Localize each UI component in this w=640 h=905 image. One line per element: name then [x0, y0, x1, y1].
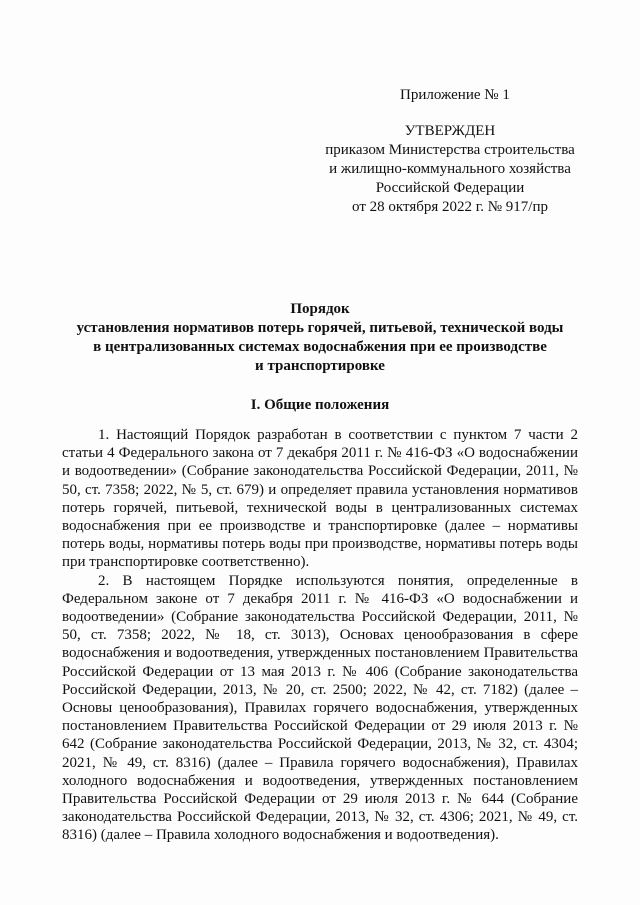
approval-line-4: от 28 октября 2022 г. № 917/пр	[352, 199, 548, 215]
approval-line-1: приказом Министерства строительства	[325, 142, 575, 158]
title-line-2: установления нормативов потерь горячей, питьевой, технической воды	[76, 320, 564, 336]
approval-line-2: и жилищно-коммунального хозяйства	[329, 161, 571, 177]
title-line-3: в централизованных системах водоснабжения при ее производстве	[93, 339, 547, 355]
approval-line-3: Российской Федерации	[375, 180, 525, 196]
title-line-4: и транспортировке	[255, 358, 385, 374]
title-line-1: Порядок	[290, 301, 350, 317]
approval-stamp	[300, 122, 600, 217]
section-heading: I. Общие положения	[250, 397, 390, 413]
document-body	[62, 426, 578, 845]
document-title	[60, 300, 580, 376]
approved-label: УТВЕРЖДЕН	[404, 123, 496, 139]
paragraph-1: 1. Настоящий Порядок разработан в соответствии с пунктом 7 части 2 статьи 4 Федерального закона от 7 декабря 2011 г. № 416-ФЗ «О водоснабжении и водоотведении» (Собрание законодательства Российской Федерации, 2011, № 50, ст. 7358; 2022, № 5, ст. 679) и определяет правила установления нормативов потерь горячей, питьевой, технической воды в централизованных системах водоснабжения при ее производстве и транспортировке (далее – нормативы потерь воды, нормативы потерь воды при производстве, нормативы потерь воды при транспортировке соответственно).	[62, 427, 578, 571]
annex-number: Приложение № 1	[400, 87, 510, 103]
paragraph-2: 2. В настоящем Порядке используются понятия, определенные в Федеральном законе от 7 декабря 2011 г. № 416-ФЗ «О водоснабжении и водоотведении» (Собрание законодательства Российской Федерации, 2011, № 50, ст. 7358; 2022, № 18, ст. 3013), Основах ценообразования в сфере водоснабжения и водоотведения, утвержденных постановлением Правительства Российской Федерации от 13 мая 2013 г. № 406 (Собрание законодательства Российской Федерации, 2013, № 20, ст. 2500; 2022, № 42, ст. 7182) (далее – Основы ценообразования), Правилах горячего водоснабжения, утвержденных постановлением Правительства Российской Федерации от 29 июля 2013 г. № 642 (Собрание законодательства Российской Федерации, 2013, № 32, ст. 4304; 2021, № 49, ст. 8316) (далее – Правила горячего водоснабжения), Правилах холодного водоснабжения и водоотведения, утвержденных постановлением Правительства Российской Федерации от 29 июля 2013 г. № 644 (Собрание законодательства Российской Федерации, 2013, № 32, ст. 4306; 2021, № 49, ст. 8316) (далее – Правила холодного водоснабжения и водоотведения).	[62, 572, 578, 844]
